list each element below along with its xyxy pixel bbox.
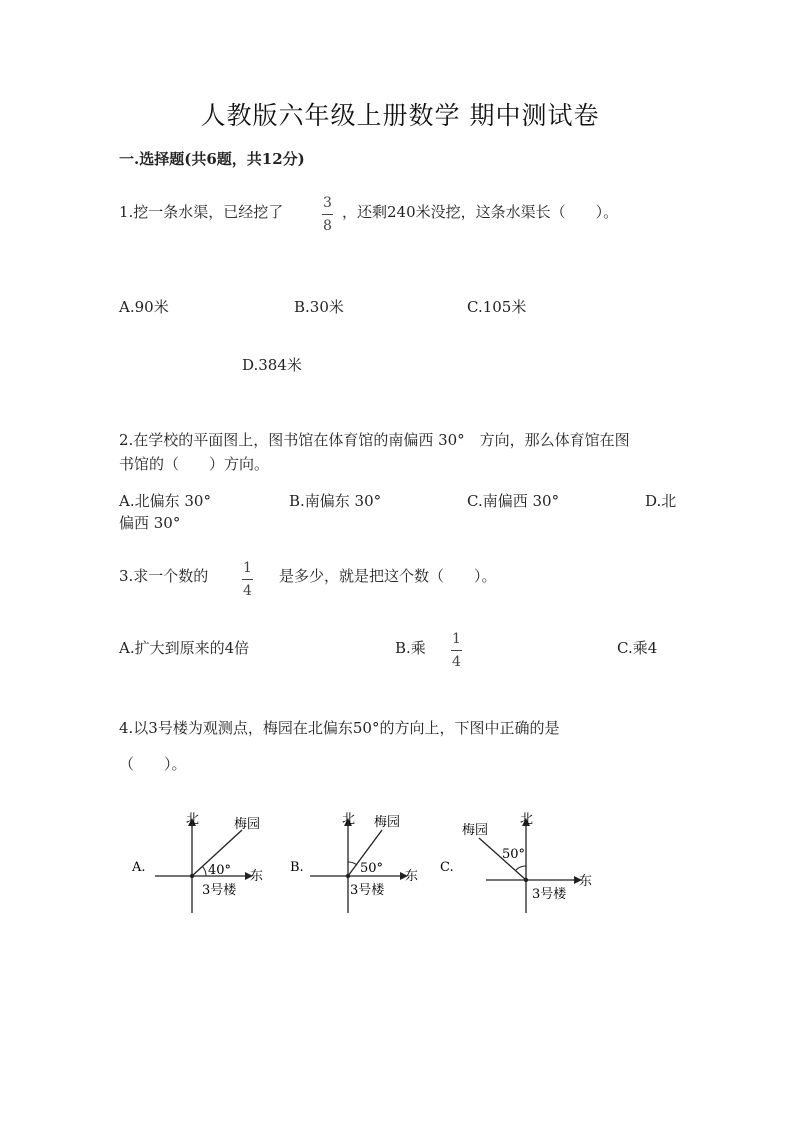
fraction-denominator: 4 xyxy=(452,654,461,670)
origin-label: 3号楼 xyxy=(202,883,237,898)
fraction-3-8 xyxy=(322,195,333,234)
north-label: 北 xyxy=(342,812,356,827)
question-3-text-post: 是多少，就是把这个数（ ）。 xyxy=(279,567,497,585)
q2-option-d-wrap: 偏西 30° xyxy=(119,514,181,532)
origin-label: 3号楼 xyxy=(532,887,567,902)
q2-option-c[interactable]: C.南偏西 30° xyxy=(467,492,560,510)
angle-label: 50° xyxy=(360,861,384,876)
diagram-letter: A. xyxy=(132,860,146,875)
fraction-numerator: 3 xyxy=(323,195,332,211)
north-label: 北 xyxy=(520,812,534,827)
fraction-numerator: 1 xyxy=(243,560,252,576)
page-title: 人教版六年级上册数学 期中测试卷 xyxy=(200,101,600,130)
fraction-1-4-option xyxy=(451,631,462,670)
north-label: 北 xyxy=(186,812,200,827)
question-4-line-2: （ ）。 xyxy=(119,755,187,773)
angle-label: 40° xyxy=(208,863,232,878)
target-label: 梅园 xyxy=(462,823,489,838)
question-1-text-pre: 1.挖一条水渠，已经挖了 xyxy=(119,203,284,221)
q1-option-b[interactable]: B.30米 xyxy=(294,298,344,316)
q2-option-a[interactable]: A.北偏东 30° xyxy=(119,492,211,510)
q3-option-c[interactable]: C.乘4 xyxy=(617,639,658,657)
question-2-line-1: 2.在学校的平面图上，图书馆在体育馆的南偏西 30° 方向，那么体育馆在图 xyxy=(119,431,630,449)
q4-diagram-c[interactable] xyxy=(434,808,594,922)
q2-option-d[interactable]: D.北 xyxy=(645,492,677,510)
fraction-denominator: 8 xyxy=(323,218,332,234)
question-4-line-1: 4.以3号楼为观测点，梅园在北偏东50°的方向上，下图中正确的是 xyxy=(119,719,560,737)
q2-option-b[interactable]: B.南偏东 30° xyxy=(289,492,382,510)
q3-option-a[interactable]: A.扩大到原来的4倍 xyxy=(119,639,250,657)
target-label: 梅园 xyxy=(374,815,401,830)
section-heading: 一.选择题(共6题，共12分) xyxy=(119,150,305,168)
question-2-line-2: 书馆的（ ）方向。 xyxy=(119,455,270,473)
fraction-bar xyxy=(451,650,462,651)
question-1-text-post: ，还剩240米没挖，这条水渠长（ ）。 xyxy=(342,203,619,221)
origin-label: 3号楼 xyxy=(350,883,385,898)
fraction-1-4 xyxy=(242,560,253,599)
fraction-bar xyxy=(242,579,253,580)
q1-option-d[interactable]: D.384米 xyxy=(242,356,302,374)
q4-diagram-b[interactable] xyxy=(278,808,438,922)
angle-label: 50° xyxy=(502,847,526,862)
q4-diagram-a[interactable] xyxy=(120,808,280,922)
fraction-numerator: 1 xyxy=(452,631,461,647)
east-label: 东 xyxy=(405,869,419,884)
east-label: 东 xyxy=(579,874,593,889)
q1-option-a[interactable]: A.90米 xyxy=(119,298,169,316)
fraction-bar xyxy=(322,214,333,215)
target-label: 梅园 xyxy=(234,817,261,832)
diagram-letter: B. xyxy=(290,860,304,875)
fraction-denominator: 4 xyxy=(243,583,252,599)
diagram-letter: C. xyxy=(440,860,454,875)
q3-option-b[interactable]: B.乘 xyxy=(395,639,426,657)
east-label: 东 xyxy=(250,869,264,884)
question-3-text-pre: 3.求一个数的 xyxy=(119,567,209,585)
q1-option-c[interactable]: C.105米 xyxy=(467,298,527,316)
